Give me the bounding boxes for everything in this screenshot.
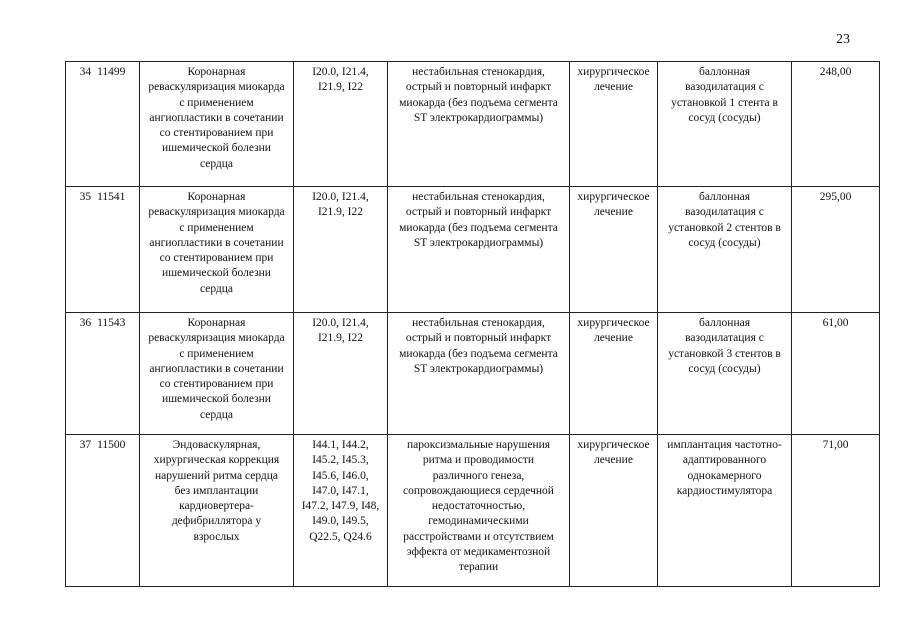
patient-model-cell-line: острый и повторный инфаркт <box>405 81 552 94</box>
care-type-cell-line: без имплантации <box>174 484 259 497</box>
care-type-cell-line: ишемической болезни <box>162 393 271 406</box>
treatment-method-cell-line: баллонная <box>699 66 750 78</box>
patient-model-cell-line: нестабильная стенокардия, <box>412 66 545 78</box>
patient-model-cell-line: миокарда (без подъема сегмента <box>399 221 558 234</box>
cost-cell <box>792 313 880 435</box>
treatment-method-cell <box>658 62 792 187</box>
icd-codes-cell <box>294 435 388 587</box>
treatment-method-cell-line: адаптированного <box>682 454 767 467</box>
treatment-method-cell-line: вазодилатация с <box>685 206 764 219</box>
care-type-cell <box>140 313 294 435</box>
treatment-method-cell-line: сосуд (сосуды) <box>688 362 761 375</box>
treatment-method-cell-line: баллонная <box>699 317 750 329</box>
vmp-table <box>65 61 880 587</box>
row-number-cell <box>66 62 140 187</box>
patient-model-cell-line: расстройствами и отсутствием <box>403 530 554 543</box>
treatment-type-cell-line: лечение <box>594 206 633 219</box>
treatment-method-cell-line: однокамерного <box>687 469 762 482</box>
row-index: 34 <box>79 66 92 78</box>
care-type-cell <box>140 435 294 587</box>
patient-model-cell-line: пароксизмальные нарушения <box>406 439 551 451</box>
icd-codes-cell-line: I20.0, I21.4, <box>312 66 369 78</box>
care-type-cell-line: ишемической болезни <box>162 142 271 155</box>
table-row <box>66 435 880 587</box>
icd-codes-cell-line: Q22.5, Q24.6 <box>309 530 372 543</box>
icd-codes-cell-line: I44.1, I44.2, <box>312 439 369 451</box>
treatment-method-cell-line: сосуд (сосуды) <box>688 111 761 124</box>
icd-codes-cell-line: I45.2, I45.3, <box>312 454 369 467</box>
icd-codes-cell <box>294 187 388 313</box>
care-type-cell-line: взрослых <box>193 530 240 543</box>
table-row <box>66 62 880 187</box>
patient-model-cell-line: ST электрокардиограммы) <box>413 111 544 124</box>
treatment-method-cell-line: сосуд (сосуды) <box>688 236 761 249</box>
icd-codes-cell-line: I21.9, I22 <box>317 81 364 94</box>
patient-model-cell <box>388 313 570 435</box>
cost-value: 61,00 <box>822 317 849 329</box>
row-index: 35 <box>79 191 92 203</box>
treatment-method-cell <box>658 313 792 435</box>
icd-codes-cell-line: I20.0, I21.4, <box>312 317 369 329</box>
patient-model-cell-line: ST электрокардиограммы) <box>413 362 544 375</box>
care-type-cell-line: ангиопластики в сочетании <box>149 362 284 375</box>
row-index: 37 <box>79 439 92 451</box>
care-type-cell-line: с применением <box>179 347 254 360</box>
row-code: 11499 <box>97 66 126 78</box>
row-number-cell <box>66 187 140 313</box>
icd-codes-cell-line: I21.9, I22 <box>317 206 364 219</box>
patient-model-cell-line: острый и повторный инфаркт <box>405 206 552 219</box>
row-index: 36 <box>79 317 92 329</box>
patient-model-cell-line: различного генеза, <box>432 469 525 482</box>
cost-cell <box>792 62 880 187</box>
care-type-cell-line: Коронарная <box>187 191 246 203</box>
patient-model-cell-line: гемодинамическими <box>428 515 529 528</box>
cost-cell <box>792 187 880 313</box>
care-type-cell-line: со стентированием при <box>159 378 274 391</box>
row-code: 11500 <box>97 439 126 451</box>
treatment-type-cell-line: хирургическое <box>577 66 650 78</box>
icd-codes-cell-line: I47.2, I47.9, I48, <box>301 500 380 513</box>
treatment-method-cell-line: баллонная <box>699 191 750 203</box>
care-type-cell-line: дефибриллятора у <box>171 515 262 528</box>
care-type-cell-line: ангиопластики в сочетании <box>149 111 284 124</box>
row-code: 11543 <box>97 317 126 329</box>
treatment-type-cell <box>570 313 658 435</box>
treatment-method-cell-line: вазодилатация с <box>685 332 764 345</box>
treatment-type-cell-line: лечение <box>594 454 633 467</box>
page-number: 23 <box>836 32 850 47</box>
patient-model-cell-line: миокарда (без подъема сегмента <box>399 96 558 109</box>
patient-model-cell <box>388 62 570 187</box>
care-type-cell-line: ишемической болезни <box>162 267 271 280</box>
care-type-cell-line: сердца <box>199 157 234 170</box>
treatment-method-cell <box>658 187 792 313</box>
patient-model-cell-line: терапии <box>458 561 499 574</box>
treatment-method-cell-line: установкой 2 стентов в <box>668 221 781 234</box>
treatment-type-cell-line: хирургическое <box>577 317 650 329</box>
icd-codes-cell-line: I49.0, I49.5, <box>312 515 369 528</box>
cost-cell <box>792 435 880 587</box>
table-row <box>66 313 880 435</box>
care-type-cell-line: Эндоваскулярная, <box>172 439 261 451</box>
treatment-type-cell <box>570 435 658 587</box>
patient-model-cell-line: острый и повторный инфаркт <box>405 332 552 345</box>
care-type-cell-line: кардиовертера- <box>179 500 254 513</box>
patient-model-cell-line: ST электрокардиограммы) <box>413 236 544 249</box>
care-type-cell-line: реваскуляризация миокарда <box>148 81 285 94</box>
care-type-cell-line: хирургическая коррекция <box>153 454 280 467</box>
care-type-cell-line: Коронарная <box>187 317 246 329</box>
icd-codes-cell-line: I45.6, I46.0, <box>312 469 369 482</box>
row-code: 11541 <box>97 191 126 203</box>
care-type-cell <box>140 62 294 187</box>
treatment-method-cell-line: установкой 1 стента в <box>671 96 778 109</box>
icd-codes-cell <box>294 62 388 187</box>
care-type-cell-line: реваскуляризация миокарда <box>148 206 285 219</box>
patient-model-cell-line: нестабильная стенокардия, <box>412 317 545 329</box>
treatment-method-cell-line: вазодилатация с <box>685 81 764 94</box>
care-type-cell-line: с применением <box>179 96 254 109</box>
treatment-method-cell-line: установкой 3 стентов в <box>668 347 781 360</box>
care-type-cell-line: реваскуляризация миокарда <box>148 332 285 345</box>
patient-model-cell-line: эффекта от медикаментозной <box>406 546 551 559</box>
patient-model-cell-line: недостаточностью, <box>431 500 526 513</box>
care-type-cell-line: нарушений ритма сердца <box>154 469 279 482</box>
table-body <box>66 62 880 587</box>
care-type-cell-line: ангиопластики в сочетании <box>149 236 284 249</box>
care-type-cell-line: со стентированием при <box>159 252 274 265</box>
treatment-type-cell-line: хирургическое <box>577 191 650 203</box>
cost-value: 71,00 <box>822 439 849 451</box>
patient-model-cell <box>388 435 570 587</box>
patient-model-cell-line: миокарда (без подъема сегмента <box>399 347 558 360</box>
icd-codes-cell-line: I21.9, I22 <box>317 332 364 345</box>
table-row <box>66 187 880 313</box>
care-type-cell-line: со стентированием при <box>159 127 274 140</box>
care-type-cell-line: с применением <box>179 221 254 234</box>
cost-value: 248,00 <box>819 66 852 78</box>
treatment-method-cell-line: имплантация частотно- <box>667 439 782 451</box>
treatment-method-cell <box>658 435 792 587</box>
cost-value: 295,00 <box>819 191 852 203</box>
icd-codes-cell-line: I20.0, I21.4, <box>312 191 369 203</box>
treatment-type-cell-line: хирургическое <box>577 439 650 451</box>
patient-model-cell-line: нестабильная стенокардия, <box>412 191 545 203</box>
patient-model-cell-line: сопровождающиеся сердечной <box>403 484 554 497</box>
care-type-cell-line: сердца <box>199 408 234 421</box>
patient-model-cell-line: ритма и проводимости <box>422 454 535 467</box>
icd-codes-cell-line: I47.0, I47.1, <box>312 484 369 497</box>
row-number-cell <box>66 435 140 587</box>
treatment-type-cell <box>570 62 658 187</box>
care-type-cell-line: сердца <box>199 282 234 295</box>
treatment-type-cell-line: лечение <box>594 332 633 345</box>
icd-codes-cell <box>294 313 388 435</box>
treatment-method-cell-line: кардиостимулятора <box>676 484 773 497</box>
care-type-cell <box>140 187 294 313</box>
treatment-type-cell-line: лечение <box>594 81 633 94</box>
patient-model-cell <box>388 187 570 313</box>
care-type-cell-line: Коронарная <box>187 66 246 78</box>
row-number-cell <box>66 313 140 435</box>
treatment-type-cell <box>570 187 658 313</box>
